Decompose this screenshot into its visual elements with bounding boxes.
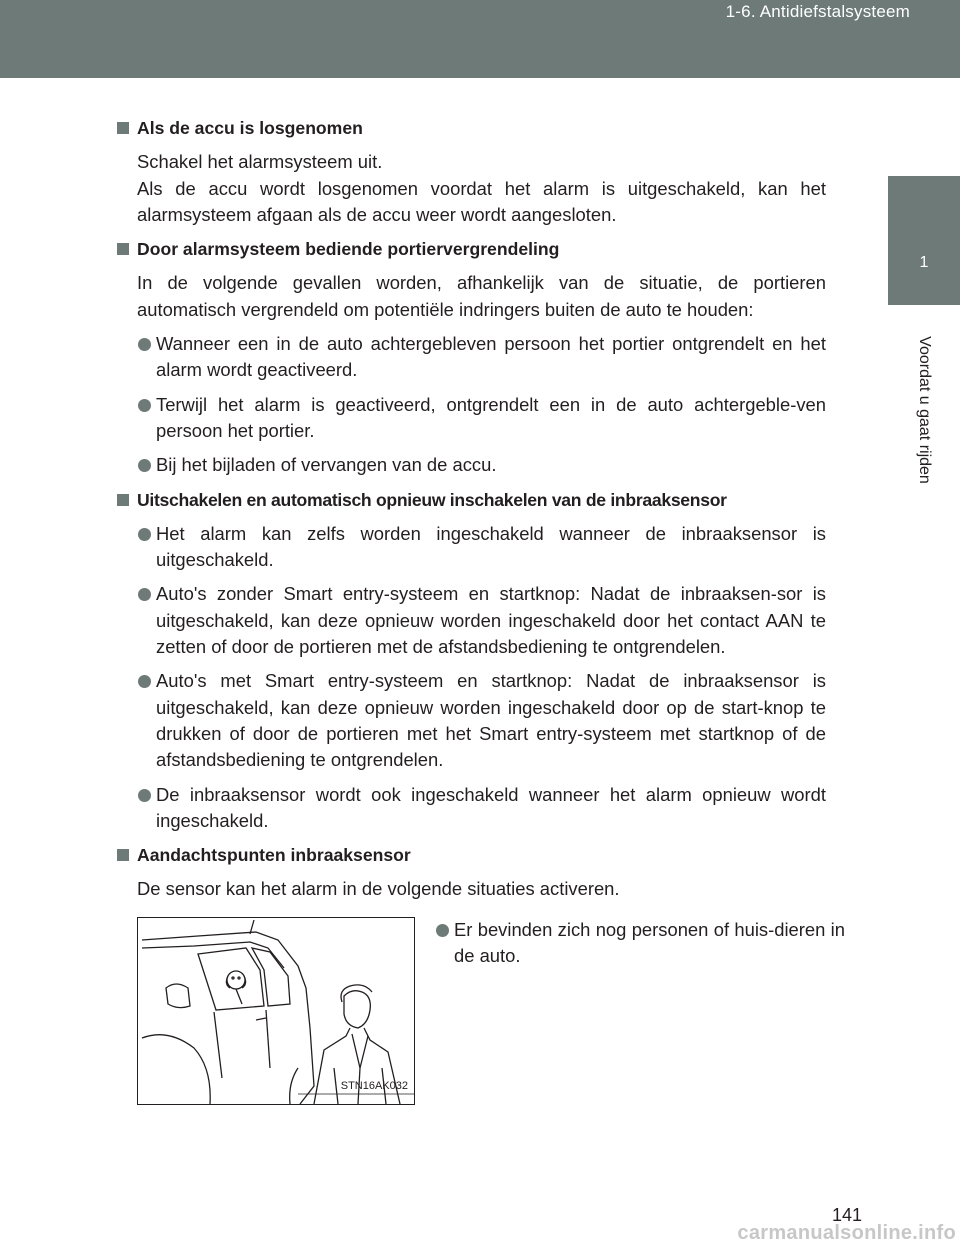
chapter-tab-number: 1 <box>919 254 929 271</box>
bullet-item: Terwijl het alarm is geactiveerd, ontgrendelt een in de auto achtergeble-ven persoon het portier. <box>137 392 826 445</box>
section-heading: Als de accu is losgenomen <box>117 115 826 141</box>
bullet-item: Auto's met Smart entry-systeem en startknop: Nadat de inbraaksensor is uitgeschakeld, kan deze opnieuw worden ingeschakeld door op de start-knop te drukken of door de portieren met het Smart entry-systeem met startknop of de afstandsbediening te ontgrendelen. <box>137 668 826 773</box>
car-illustration <box>137 917 415 1105</box>
section-heading: Uitschakelen en automatisch opnieuw inschakelen van de inbraaksensor <box>117 487 826 513</box>
chapter-tab <box>888 176 960 305</box>
bullet-item: Wanneer een in de auto achtergebleven persoon het portier ontgrendelt en het alarm wordt geactiveerd. <box>137 331 826 384</box>
section-paragraph: Schakel het alarmsysteem uit. Als de accu wordt losgenomen voordat het alarm is uitgeschakeld, kan het alarmsysteem afgaan als de accu weer wordt aangesloten. <box>137 151 826 225</box>
page-number: 141 <box>832 1205 863 1225</box>
chapter-title: 1-6. Antidiefstalsysteem <box>725 2 910 21</box>
bullet-item: Er bevinden zich nog personen of huis-dieren in de auto. <box>435 917 845 970</box>
page-content <box>117 115 845 1127</box>
bullet-item: Auto's zonder Smart entry-systeem en startknop: Nadat de inbraaksen-sor is uitgeschakeld, kan deze opnieuw worden ingeschakeld door het contact AAN te zetten of door de portieren met de afstandsbediening te ontgrendelen. <box>137 581 826 660</box>
section-heading: Door alarmsysteem bediende portiervergrendeling <box>117 236 826 262</box>
section-heading: Aandachtspunten inbraaksensor <box>117 842 826 868</box>
bullet-item: Het alarm kan zelfs worden ingeschakeld wanneer de inbraaksensor is uitgeschakeld. <box>137 521 826 574</box>
bullet-item: Bij het bijladen of vervangen van de accu. <box>137 452 826 478</box>
section-paragraph: De sensor kan het alarm in de volgende situaties activeren. <box>137 878 620 900</box>
figure-code: STN16AK032 <box>340 1080 408 1093</box>
watermark-text: carmanualsonline.info <box>737 1222 956 1244</box>
chapter-header-band <box>0 0 960 78</box>
section-side-label-text: Voordat u gaat rijden <box>916 336 933 484</box>
section-paragraph: In de volgende gevallen worden, afhankelijk van de situatie, de portieren automatisch vergrendeld om potentiële indringers buiten de auto te houden: <box>137 272 826 320</box>
figure-row <box>117 917 845 1127</box>
bullet-item: De inbraaksensor wordt ook ingeschakeld wanneer het alarm opnieuw wordt ingeschakeld. <box>137 782 826 835</box>
